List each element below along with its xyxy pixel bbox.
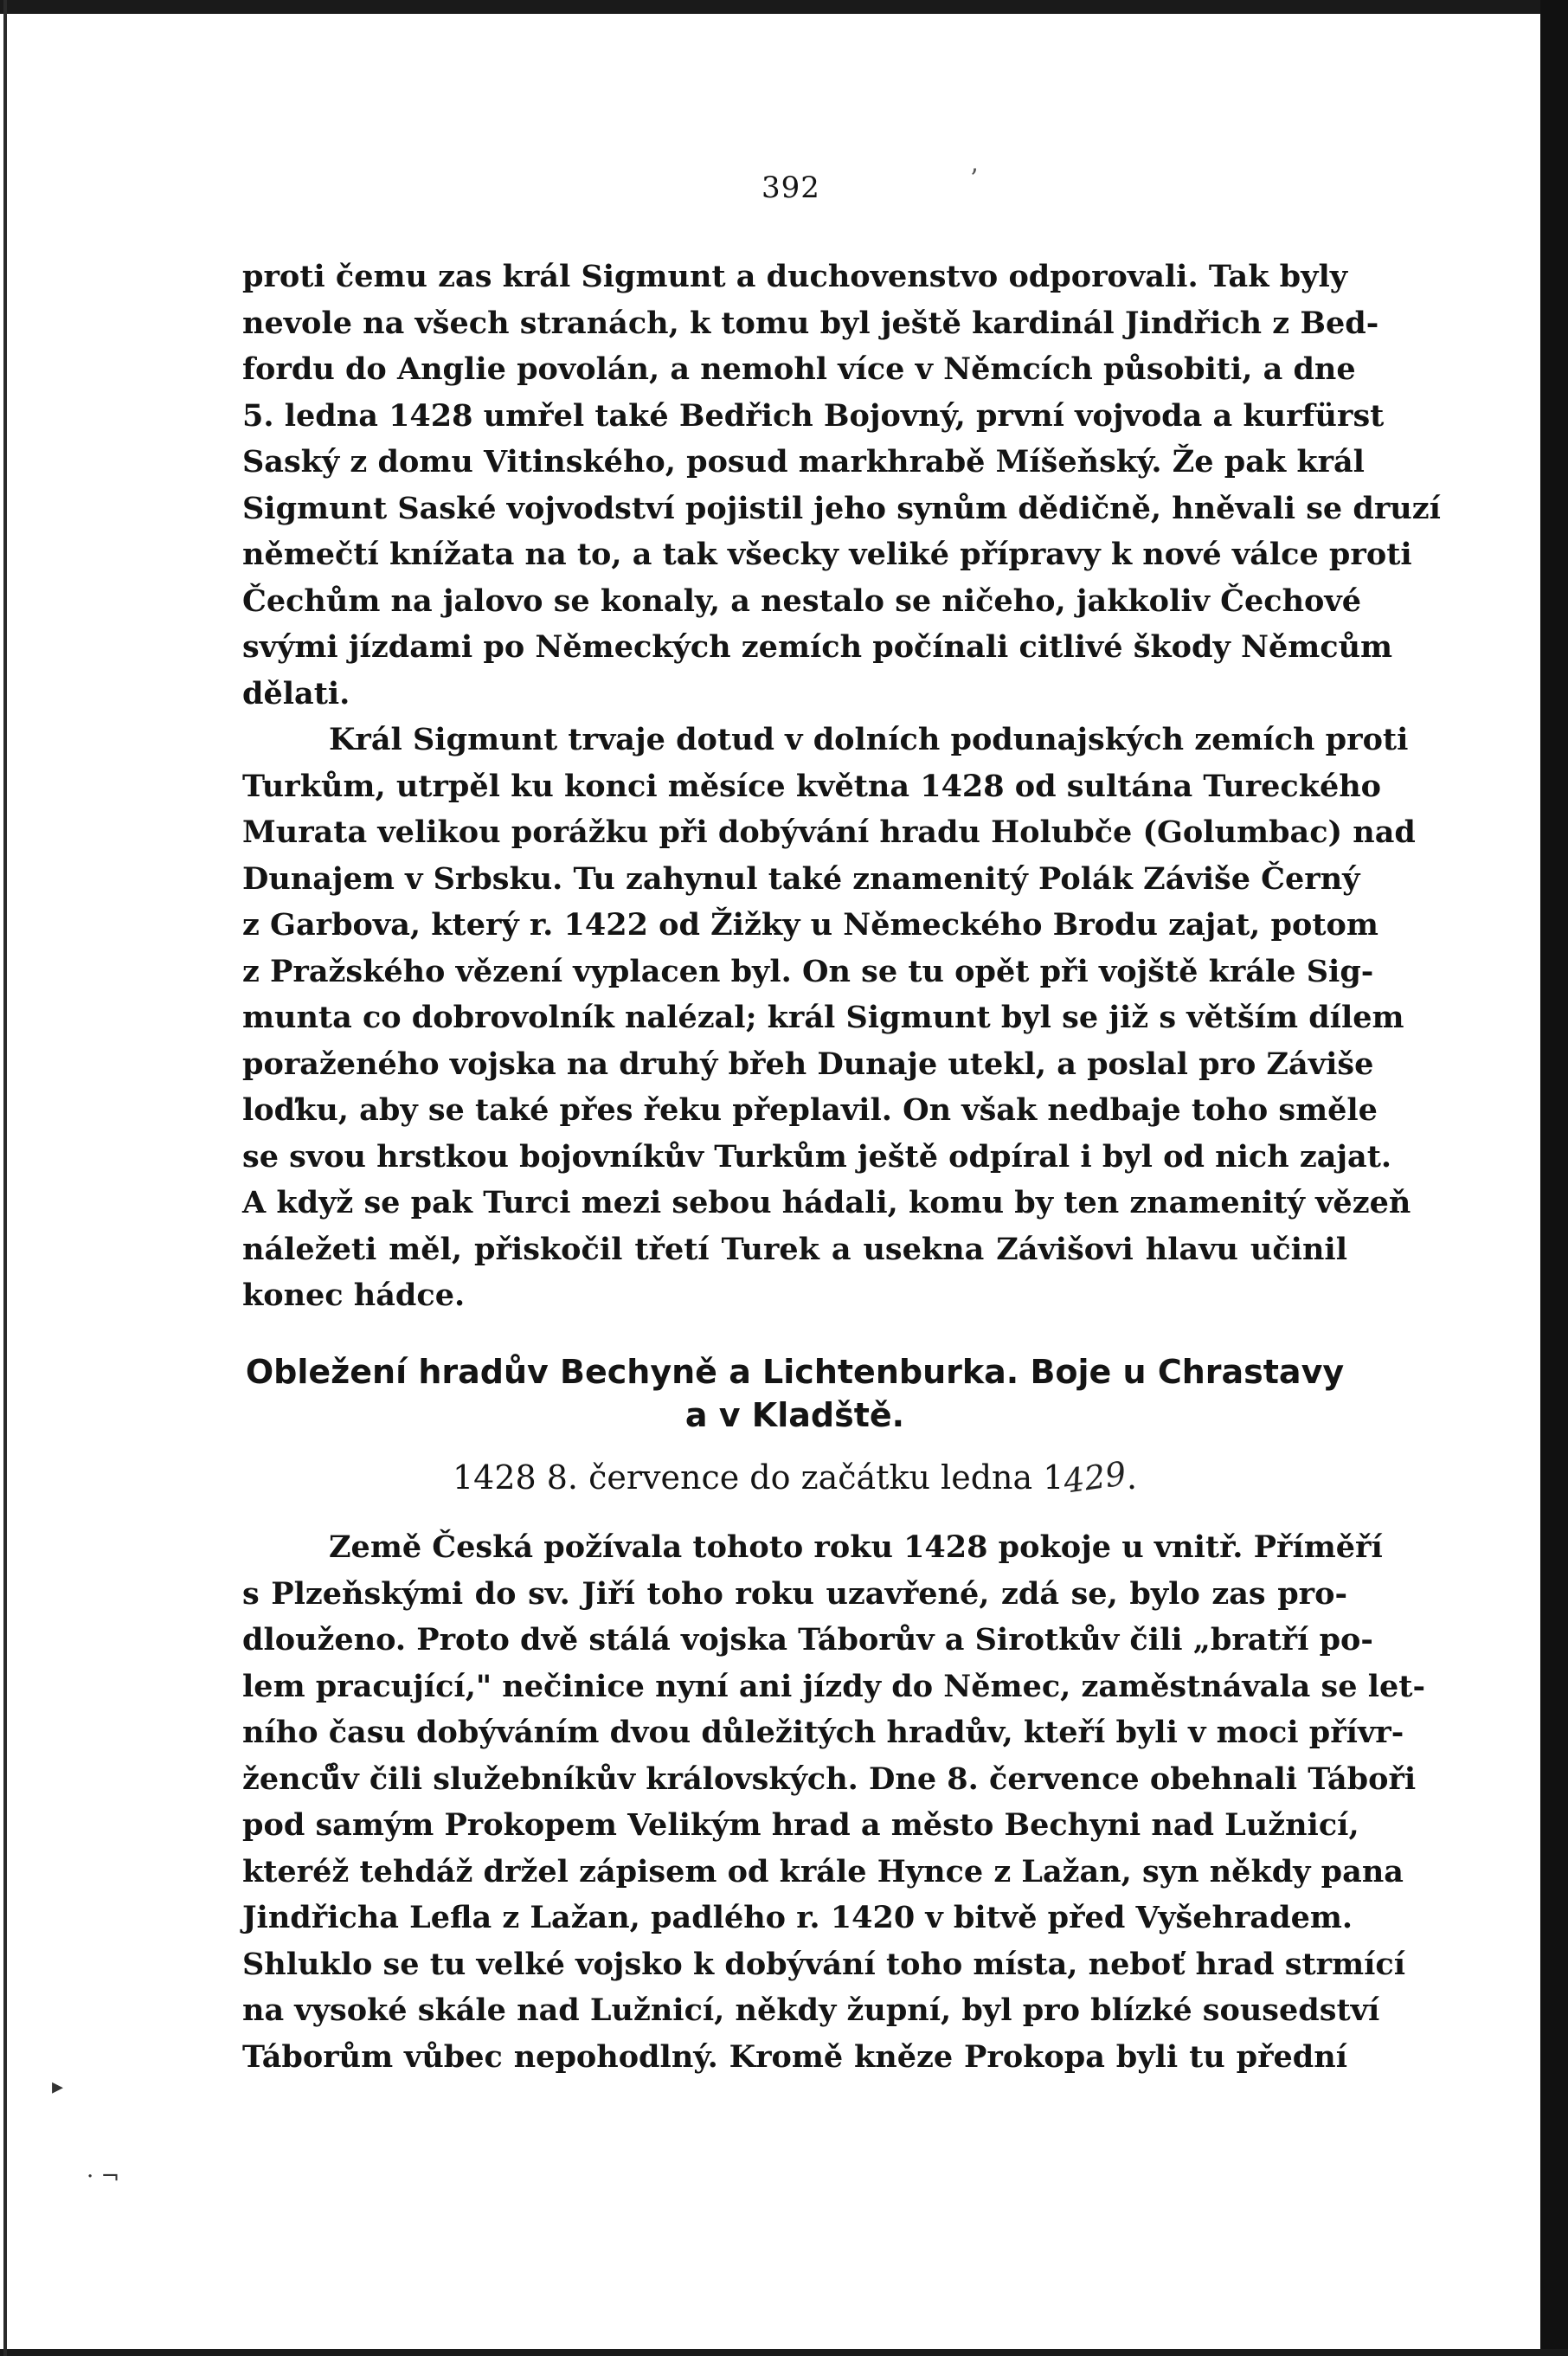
page-body-2 bbox=[242, 1524, 1425, 2080]
text-line: se svou hrstkou bojovníkův Turkům ještě odpíral i byl od nich zajat. bbox=[242, 1138, 1392, 1175]
handwritten-correction: 429 bbox=[1061, 1454, 1129, 1501]
stray-mark: ʼ bbox=[969, 164, 978, 195]
text-line: Murata velikou porážku při dobývání hradu Holubče (Golumbac) nad bbox=[242, 814, 1416, 850]
text-line: Táborům vůbec nepohodlný. Kromě kněze Prokopa byli tu přední bbox=[242, 2038, 1347, 2075]
scan-border-top bbox=[0, 0, 1568, 14]
scan-border-right bbox=[1540, 0, 1568, 2356]
text-line: dělati. bbox=[242, 675, 350, 711]
paragraph-2 bbox=[242, 717, 1416, 1319]
text-line: němečtí knížata na to, a tak všecky veliké přípravy k nové válce proti bbox=[242, 537, 1412, 572]
text-line: A když se pak Turci mezi sebou hádali, komu by ten znamenitý vězeň bbox=[242, 1185, 1411, 1220]
text-line: Čechům na jalovo se konaly, a nestalo se ničeho, jakkoliv Čechové bbox=[242, 583, 1361, 619]
text-line: Země Česká požívala tohoto roku 1428 pokoje u vnitř. Příměří bbox=[329, 1529, 1383, 1565]
date-range-text: 1428 8. července do začátku ledna 1 bbox=[452, 1458, 1064, 1497]
text-line: s Plzeňskými do sv. Jiří toho roku uzavřené, zdá se, bylo zas pro- bbox=[242, 1575, 1347, 1612]
text-line: ního času dobýváním dvou důležitých hradův, kteří byli v moci přívr- bbox=[242, 1715, 1404, 1750]
text-line: na vysoké skále nad Lužnicí, někdy župní, byl pro blízké sousedství bbox=[242, 1992, 1380, 2028]
text-line: Král Sigmunt trvaje dotud v dolních podunajských zemích proti bbox=[329, 722, 1409, 757]
page-number: 392 bbox=[762, 171, 820, 205]
text-line: pod samým Prokopem Velikým hrad a město Bechyni nad Lužnicí, bbox=[242, 1807, 1359, 1843]
section-title bbox=[242, 1350, 1347, 1437]
margin-mark: ▸ bbox=[52, 2074, 64, 2100]
text-line: nevole na všech stranách, k tomu byl ještě kardinál Jindřich z Bed- bbox=[242, 305, 1379, 341]
text-line: z Pražského vězení vyplacen byl. On se tu opět při vojště krále Sig- bbox=[242, 953, 1374, 989]
date-range-end: . bbox=[1126, 1458, 1138, 1497]
text-line: poraženého vojska na druhý břeh Dunaje utekl, a poslal pro Záviše bbox=[242, 1046, 1374, 1082]
text-line: proti čemu zas král Sigmunt a duchovenstvo odporovali. Tak byly bbox=[242, 259, 1348, 294]
text-line: svými jízdami po Německých zemích počínali citlivé škody Němcům bbox=[242, 629, 1393, 665]
text-line: kteréž tehdáž držel zápisem od krále Hynce z Lažan, syn někdy pana bbox=[242, 1853, 1404, 1889]
text-line: Dunajem v Srbsku. Tu zahynul také znamenitý Polák Záviše Černý bbox=[242, 860, 1360, 897]
text-line: dlouženo. Proto dvě stálá vojska Táborův a Sirotkův čili „bratří po- bbox=[242, 1622, 1373, 1658]
page-body bbox=[242, 254, 1441, 1319]
text-line: Saský z domu Vitinského, posud markhrabě Míšeňský. Že pak král bbox=[242, 444, 1365, 480]
margin-mark: · ¬ bbox=[87, 2164, 120, 2190]
text-line: Turkům, utrpěl ku konci měsíce května 1428 od sultána Tureckého bbox=[242, 768, 1382, 804]
text-line: munta co dobrovolník nalézal; král Sigmunt byl se již s větším dílem bbox=[242, 1000, 1404, 1035]
text-line: 5. ledna 1428 umřel také Bedřich Bojovný, první vojvoda a kurfürst bbox=[242, 397, 1385, 434]
section-date-range bbox=[242, 1456, 1347, 1499]
scan-border-bottom bbox=[0, 2349, 1568, 2356]
text-line: Jindřicha Lefla z Lažan, padlého r. 1420 v bitvě před Vyšehradem. bbox=[242, 1900, 1353, 1935]
text-line: fordu do Anglie povolán, a nemohl více v Němcích působiti, a dne bbox=[242, 351, 1356, 387]
scan-border-left bbox=[3, 0, 7, 2356]
text-line: ženců̊v čili služebníkův královských. Dne 8. července obehnali Táboři bbox=[242, 1761, 1417, 1797]
paragraph-3 bbox=[242, 1524, 1425, 2080]
text-line: Sigmunt Saské vojvodství pojistil jeho synům dědičně, hněvali se druzí bbox=[242, 490, 1441, 526]
text-line: lem pracující," nečinice nyní ani jízdy do Němec, zaměstnávala se let- bbox=[242, 1668, 1425, 1704]
text-line: Shluklo se tu velké vojsko k dobývání toho místa, neboť hrad strmící bbox=[242, 1946, 1406, 1982]
paragraph-1 bbox=[242, 254, 1441, 717]
text-line: náležeti měl, přiskočil třetí Turek a usekna Závišovi hlavu učinil bbox=[242, 1231, 1347, 1267]
section-title-line-1: Obležení hradův Bechyně a Lichtenburka. Boje u Chrastavy bbox=[245, 1353, 1345, 1391]
text-line: loďku, aby se také přes řeku přeplavil. On však nedbaje toho směle bbox=[242, 1092, 1378, 1128]
text-line: konec hádce. bbox=[242, 1278, 466, 1313]
text-line: z Garbova, který r. 1422 od Žižky u Německého Brodu zajat, potom bbox=[242, 907, 1378, 943]
section-title-line-2: a v Kladště. bbox=[684, 1396, 905, 1434]
